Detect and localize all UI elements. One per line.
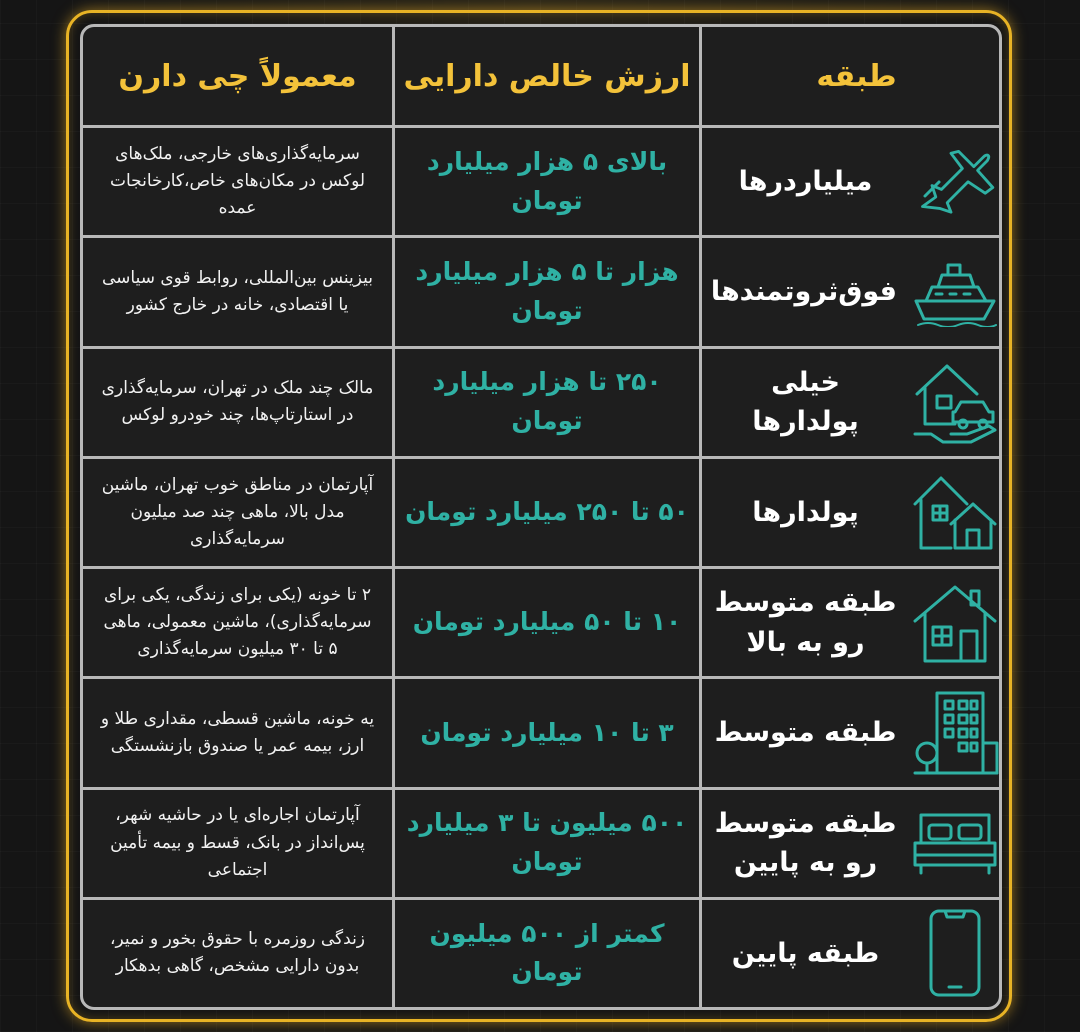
house-icon bbox=[911, 579, 999, 667]
class-name: طبقه متوسط رو به بالا bbox=[714, 587, 897, 658]
assets-cell: زندگی روزمره با حقوق بخور و نمیر، بدون دارایی مشخص، گاهی بدهکار bbox=[83, 900, 392, 1007]
assets-cell: مالک چند ملک در تهران، سرمایه‌گذاری در استارتاپ‌ها، چند خودرو لوکس bbox=[83, 349, 392, 456]
class-cell bbox=[702, 790, 1002, 897]
two-houses-icon bbox=[911, 468, 999, 556]
class-name: طبقه متوسط رو به پایین bbox=[714, 807, 897, 879]
net-worth-cell: هزار تا ۵ هزار میلیارد تومان bbox=[395, 238, 699, 345]
net-worth-cell: ۵۰۰ میلیون تا ۳ میلیارد تومان bbox=[395, 790, 699, 897]
class-name: طبقه متوسط bbox=[714, 717, 897, 749]
bed-icon bbox=[911, 799, 999, 887]
assets-cell: ۲ تا خونه (یکی برای زندگی، یکی برای سرمایه‌گذاری)، ماشین معمولی، ماهی ۵ تا ۳۰ میلیون سرمایه‌گذاری bbox=[83, 569, 392, 676]
assets-cell: آپارتمان اجاره‌ای یا در حاشیه شهر، پس‌انداز در بانک، قسط و بیمه تأمین اجتماعی bbox=[83, 790, 392, 897]
assets-cell: یه خونه، ماشین قسطی، مقداری طلا و ارز، بیمه عمر یا صندوق بازنشستگی bbox=[83, 679, 392, 786]
airplane-icon bbox=[911, 138, 999, 226]
class-cell bbox=[702, 128, 1002, 235]
class-cell bbox=[702, 349, 1002, 456]
class-cell bbox=[702, 459, 1002, 566]
class-name: طبقه پایین bbox=[731, 937, 880, 969]
net-worth-cell: بالای ۵ هزار میلیارد تومان bbox=[395, 128, 699, 235]
class-cell bbox=[702, 679, 1002, 786]
class-name: خیلی پولدارها bbox=[752, 366, 859, 438]
class-cell bbox=[702, 569, 1002, 676]
wealth-class-table bbox=[80, 24, 1002, 1010]
assets-cell: سرمایه‌گذاری‌های خارجی، ملک‌های لوکس در مکان‌های خاص،کارخانجات عمده bbox=[83, 128, 392, 235]
class-cell bbox=[702, 900, 1002, 1007]
class-name: فوق‌ثروتمندها bbox=[710, 276, 897, 308]
header-net-worth: ارزش خالص دارایی bbox=[395, 27, 699, 125]
net-worth-cell: ۳ تا ۱۰ میلیارد تومان bbox=[395, 679, 699, 786]
header-typically-own: معمولاً چی دارن bbox=[83, 27, 392, 125]
class-cell bbox=[702, 238, 1002, 345]
house-car-hand-icon bbox=[911, 358, 999, 446]
net-worth-cell: ۱۰ تا ۵۰ میلیارد تومان bbox=[395, 569, 699, 676]
net-worth-cell: ۵۰ تا ۲۵۰ میلیارد تومان bbox=[395, 459, 699, 566]
assets-cell: بیزینس بین‌المللی، روابط قوی سیاسی یا اقتصادی، خانه در خارج کشور bbox=[83, 238, 392, 345]
net-worth-cell: ۲۵۰ تا هزار میلیارد تومان bbox=[395, 349, 699, 456]
smartphone-icon bbox=[911, 909, 999, 997]
cruise-ship-icon bbox=[911, 248, 999, 336]
apartment-building-icon bbox=[911, 689, 999, 777]
net-worth-cell: کمتر از ۵۰۰ میلیون تومان bbox=[395, 900, 699, 1007]
header-class: طبقه bbox=[702, 27, 1002, 125]
class-name: پولدارها bbox=[752, 496, 859, 528]
class-name: میلیاردرها bbox=[738, 166, 873, 198]
assets-cell: آپارتمان در مناطق خوب تهران، ماشین مدل بالا، ماهی چند صد میلیون سرمایه‌گذاری bbox=[83, 459, 392, 566]
